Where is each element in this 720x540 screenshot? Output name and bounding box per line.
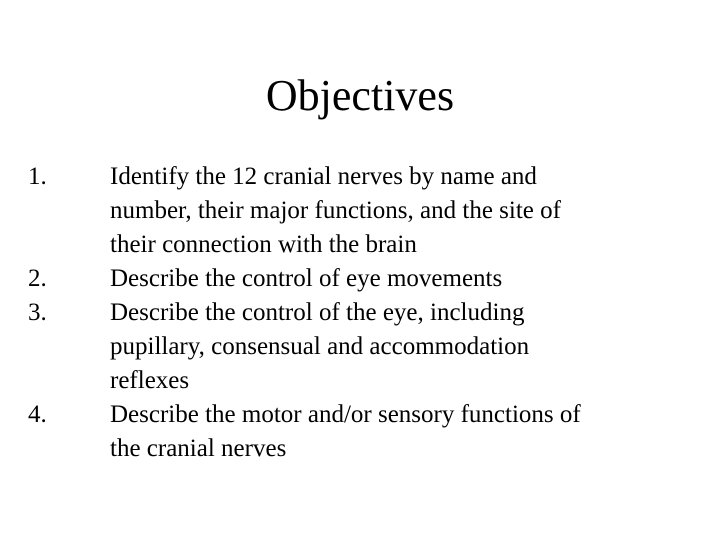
objective-number: 1.	[28, 163, 47, 190]
objective-item-1	[28, 160, 688, 262]
objective-number: 3.	[28, 299, 47, 326]
objective-text: Describe the motor and/or sensory functions of the cranial nerves	[110, 401, 581, 462]
objective-number: 4.	[28, 401, 47, 428]
slide-title: Objectives	[265, 71, 455, 120]
objective-text: Describe the control of eye movements	[110, 265, 503, 292]
objective-item-4	[28, 398, 688, 466]
objective-item-2	[28, 262, 688, 296]
objective-list	[28, 160, 688, 466]
objective-text: Identify the 12 cranial nerves by name and number, their major functions, and the site of their connection with the brain	[110, 163, 561, 258]
objective-text: Describe the control of the eye, including pupillary, consensual and accommodation reflexes	[110, 299, 530, 394]
objective-item-3	[28, 296, 688, 398]
objective-number: 2.	[28, 265, 47, 292]
